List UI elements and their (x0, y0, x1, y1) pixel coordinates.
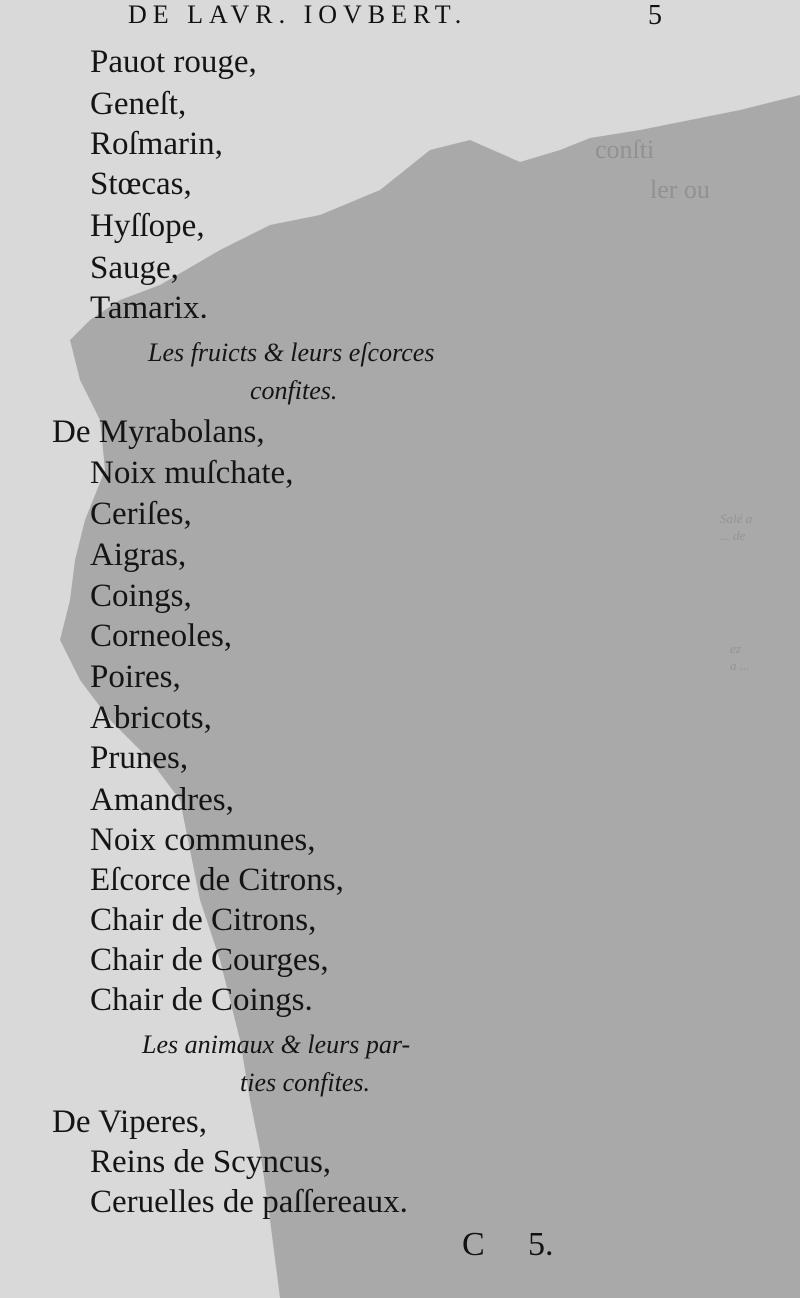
list-item: Hyſſope, (90, 208, 205, 244)
list-item: Stœcas, (90, 166, 192, 202)
bleed-through-text: conſti (595, 135, 655, 164)
list-item: Abricots, (90, 700, 212, 736)
running-title: DE LAVR. IOVBERT. (128, 0, 468, 29)
list-item: Noix muſchate, (90, 455, 294, 491)
list-item: Aigras, (90, 537, 187, 573)
list-item: Chair de Courges, (90, 942, 329, 978)
list-item: Amandres, (90, 782, 234, 818)
bleed-through-text: ler ou (650, 175, 710, 204)
list-item: Corneoles, (90, 618, 233, 654)
list-item: Prunes, (90, 740, 189, 776)
list-item: Sauge, (90, 250, 179, 286)
list-item: Reins de Scyncus, (90, 1144, 332, 1180)
section-heading: Les animaux & leurs par- (142, 1030, 411, 1059)
margin-note: Salé a ... de (720, 511, 753, 543)
list-item: Tamarix. (90, 290, 208, 326)
signature-number: 5. (528, 1226, 554, 1263)
list-item: Noix communes, (90, 822, 316, 858)
list-item: Chair de Coings. (90, 982, 313, 1018)
signature-mark: C (462, 1226, 485, 1263)
section-heading: ties confites. (240, 1068, 370, 1097)
list-item: Coings, (90, 578, 192, 614)
section-heading: Les fruicts & leurs eſcorces (148, 338, 435, 367)
list-item: Geneſt, (90, 86, 187, 122)
list-item: De Myrabolans, (52, 414, 265, 450)
list-item: Eſcorce de Citrons, (90, 862, 344, 898)
list-item: Ceriſes, (90, 496, 192, 532)
list-item: Chair de Citrons, (90, 902, 317, 938)
list-item: De Viperes, (52, 1104, 208, 1140)
list-item: Ceruelles de paſſereaux. (90, 1184, 408, 1220)
list-item: Poires, (90, 659, 181, 695)
list-item: Pauot rouge, (90, 44, 257, 80)
list-item: Roſmarin, (90, 126, 223, 162)
page-number: 5 (648, 0, 662, 31)
section-heading: confites. (250, 376, 338, 405)
margin-note: ez a ... (730, 641, 750, 673)
